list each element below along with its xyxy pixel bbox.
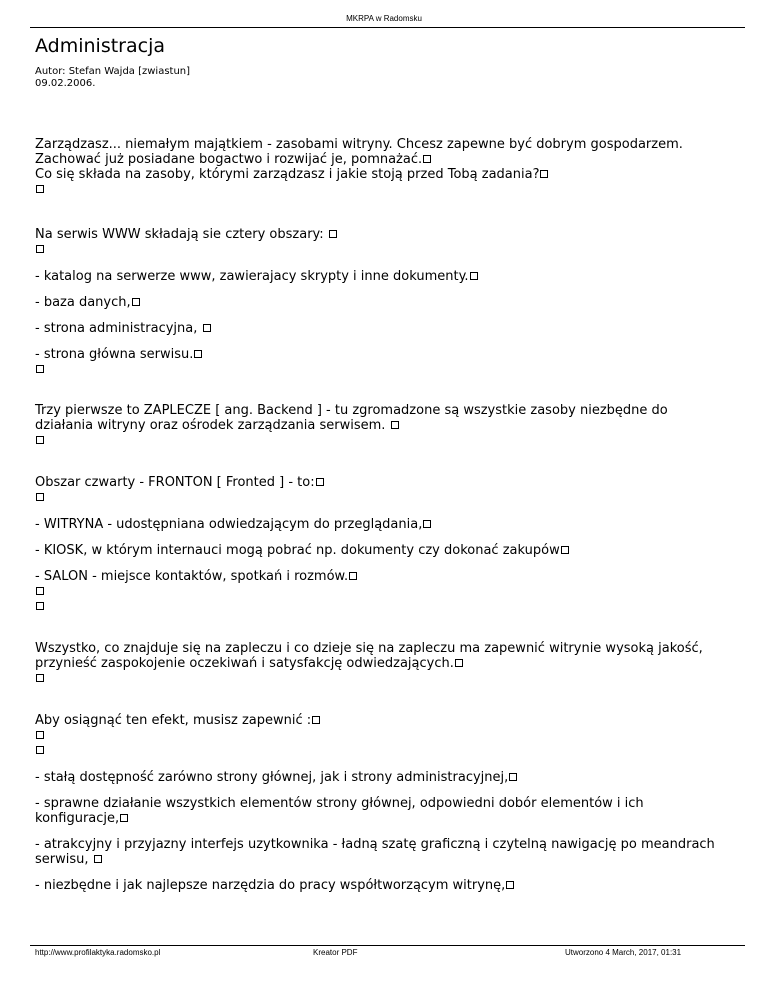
empty-line [35,242,735,257]
list-item: - strona administracyjna, [35,321,735,336]
list-item: - sprawne działanie wszystkich elementów strony głównej, odpowiedni dobór elementów i ich konfiguracje, [35,796,644,826]
square-glyph [506,881,514,889]
square-glyph [36,674,44,682]
page-title: Administracja [35,35,166,57]
article-meta [35,66,190,90]
square-glyph [36,185,44,193]
author-line: Autor: Stefan Wajda [zwiastun] [35,66,191,77]
square-glyph [312,716,320,724]
footer-url: http://www.profilaktyka.radomsko.pl [35,948,161,957]
square-glyph [36,746,44,754]
square-glyph [36,731,44,739]
list-item: - katalog na serwerze www, zawierajacy skrypty i inne dokumenty. [35,269,735,284]
square-glyph [120,814,128,822]
list-item: - KIOSK, w którym internauci mogą pobrać np. dokumenty czy dokonać zakupów [35,543,735,558]
paragraph-frontend: Obszar czwarty - FRONTON [ Fronted ] - to: [35,475,735,490]
list-item: - stałą dostępność zarówno strony głównej, jak i strony administracyjnej, [35,770,735,785]
empty-line [35,728,735,743]
square-glyph [132,298,140,306]
site-header: MKRPA w Radomsku [346,14,422,23]
square-glyph [194,350,202,358]
list-item: - SALON - miejsce kontaktów, spotkań i rozmów. [35,569,735,584]
paragraph-question: Co się składa na zasoby, którymi zarządzasz i jakie stoją przed Tobą zadania? [35,167,735,182]
footer-divider [30,945,745,946]
paragraph-backend: Trzy pierwsze to ZAPLECZE [ ang. Backend ] - tu zgromadzone są wszystkie zasoby niezbędne do działania witryny oraz ośrodek zarządzania serwisem. [35,403,668,433]
empty-line [35,433,735,448]
square-glyph [470,272,478,280]
article-date: 09.02.2006. [35,78,96,89]
empty-line [35,182,735,197]
list-item: - strona główna serwisu. [35,347,735,362]
paragraph-quality: Wszystko, co znajduje się na zapleczu i co dzieje się na zapleczu ma zapewnić witrynie wysoką jakość, przynieść zaspokojenie oczekiwań i satysfakcję odwiedzających. [35,641,703,671]
paragraph-ensure: Aby osiągnąć ten efekt, musisz zapewnić : [35,713,735,728]
footer-created: Utworzono 4 March, 2017, 01:31 [565,948,682,957]
square-glyph [94,855,102,863]
paragraph-areas: Na serwis WWW składają sie cztery obszary: [35,227,735,242]
square-glyph [540,170,548,178]
square-glyph [423,520,431,528]
header-divider [30,27,745,28]
square-glyph [329,230,337,238]
list-item: - niezbędne i jak najlepsze narzędzia do pracy współtworzącym witrynę, [35,878,735,893]
paragraph-intro: Zarządzasz... niemałym majątkiem - zasobami witryny. Chcesz zapewne być dobrym gospodarzem. Zachować już posiadane bogactwo i rozwijać je, pomnażać. [35,137,683,167]
square-glyph [455,659,463,667]
list-item: - WITRYNA - udostępniana odwiedzającym do przeglądania, [35,517,735,532]
square-glyph [36,365,44,373]
square-glyph [349,572,357,580]
square-glyph [36,493,44,501]
square-glyph [509,773,517,781]
empty-line [35,743,735,758]
square-glyph [36,602,44,610]
square-glyph [391,421,399,429]
empty-line [35,599,735,614]
list-item: - atrakcyjny i przyjazny interfejs uzytkownika - ładną szatę graficzną i czytelną nawigację po meandrach serwisu, [35,837,715,867]
square-glyph [423,155,431,163]
footer-generator: Kreator PDF [313,948,358,957]
square-glyph [561,546,569,554]
square-glyph [203,324,211,332]
square-glyph [36,587,44,595]
article-body [35,137,735,893]
list-item: - baza danych, [35,295,735,310]
empty-line [35,362,735,377]
square-glyph [316,478,324,486]
square-glyph [36,245,44,253]
empty-line [35,490,735,505]
empty-line [35,584,735,599]
square-glyph [36,436,44,444]
empty-line [35,671,735,686]
